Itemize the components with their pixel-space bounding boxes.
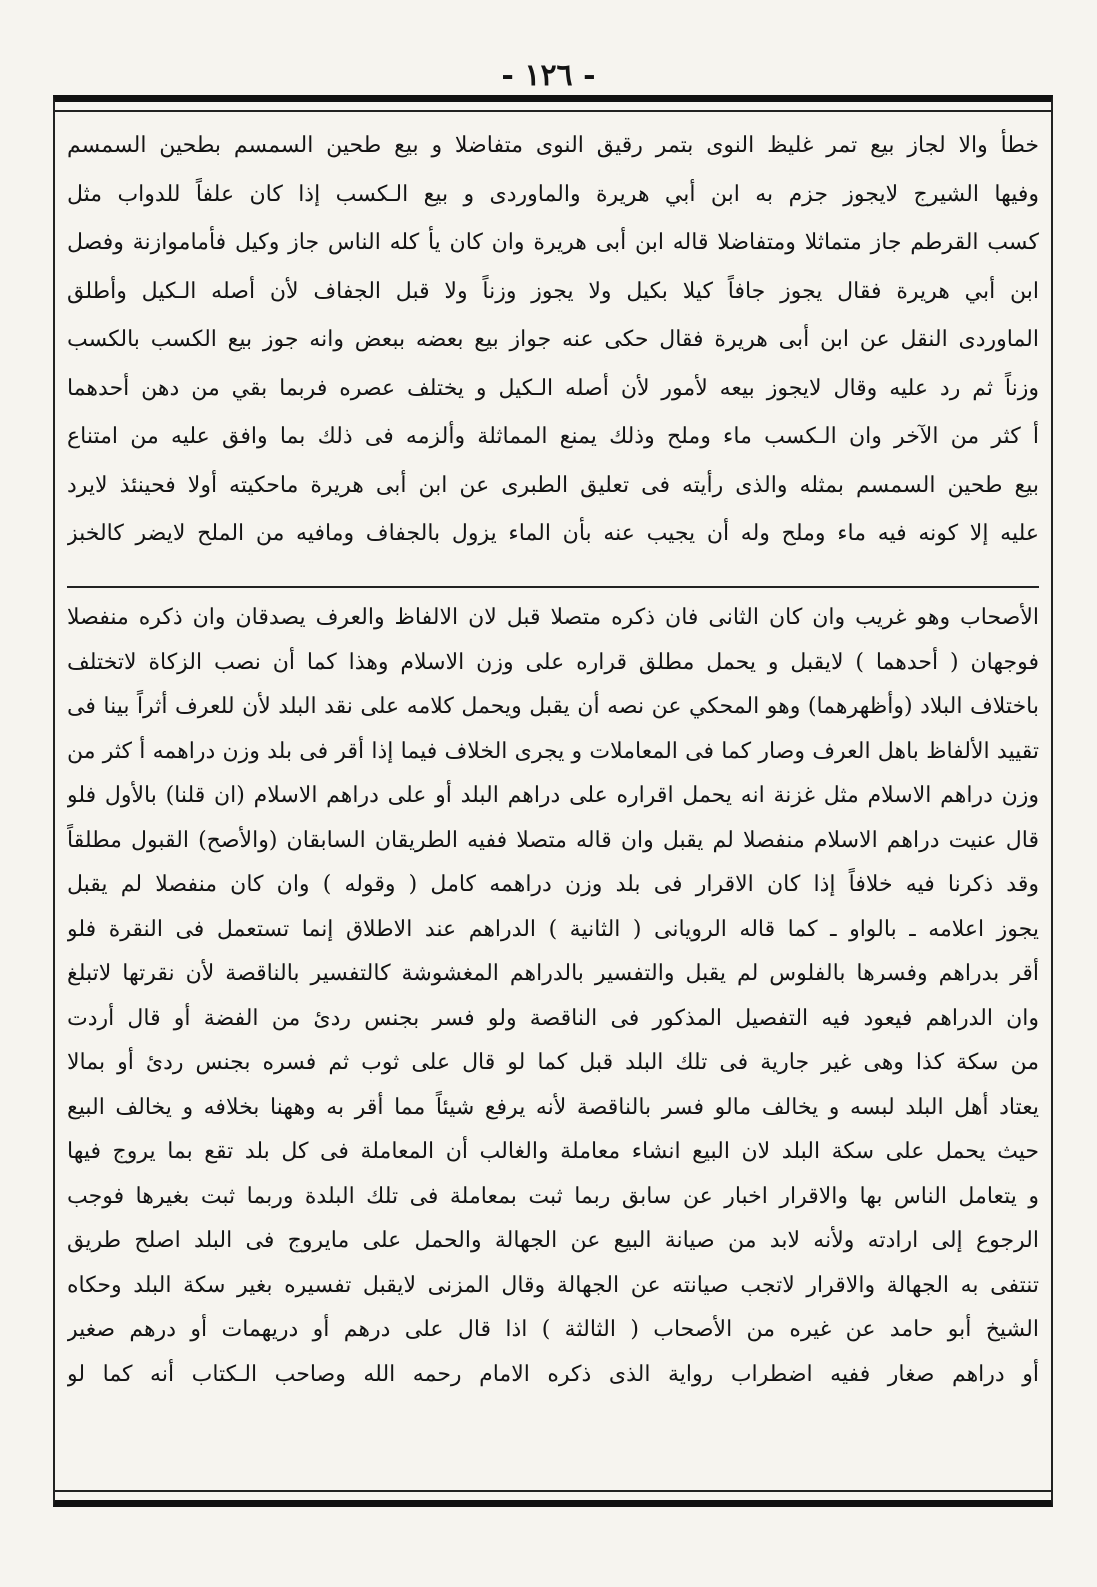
upper-text-line: الماوردى النقل عن ابن أبى هريرة فقال حكى عنه جواز بيع بعضه ببعض وانه جوز بيع الكسب بالكسب [67,327,1039,352]
upper-text-block [67,122,1039,580]
upper-text-line: خطأ والا لجاز بيع تمر غليظ النوى بتمر رقيق النوى متفاضلا و بيع طحين السمسم بطحين السمسم [67,133,1039,158]
lower-text-block [67,596,1039,1492]
upper-text-line: عليه إلا كونه فيه ماء وملح وله أن يجيب عنه بأن الماء يزول بالجفاف ومافيه من الملح لايضر كالخبز [67,521,1039,546]
lower-text-line: تقييد الألفاظ باهل العرف وصار كما فى المعاملات و يجرى الخلاف فيما إذا أقر فى بلد وزن دراهمه أ كثر من [67,738,1039,764]
lower-text-line: من سكة كذا وهى غير جارية فى تلك البلد قبل كما لو قال على ثوب ثم فسره بجنس ردئ أو بمالا [67,1050,1039,1075]
page-number: - ١٢٦ - [501,58,596,93]
lower-text-line: الأصحاب وهو غريب وان كان الثانى فان ذكره متصلا قبل لان الالفاظ والعرف يصدقان وان ذكره منفصلا [67,605,1039,630]
upper-text-line: ابن أبي هريرة فقال يجوز جافاً كيلا بكيل ولا يجوز وزناً ولا قبل الجفاف لأن أصله الـكيل وأطلق [67,278,1039,304]
lower-text-line: وزن دراهم الاسلام مثل غزنة انه يحمل اقراره على دراهم البلد أو على دراهم الاسلام (ان قلنا) بالأول فلو [67,783,1039,808]
lower-text-line: وان الدراهم فيعود فيه التفصيل المذكور فى الناقصة ولو فسر بجنس ردئ من الفضة أو قال أردت [67,1005,1039,1031]
text-frame [53,95,1053,1507]
lower-text-line: و يتعامل الناس بها والاقرار اخبار عن سابق ربما ثبت بمعاملة فى تلك البلدة وربما ثبت بغيرها فوجب [67,1183,1039,1209]
lower-text-line: باختلاف البلاد (وأظهرهما) وهو المحكي عن نصه أن يقبل ويحمل كلامه على نقد البلد لأن للعرف أثراً بينا فى [67,694,1039,719]
upper-text-line: بيع طحين السمسم بمثله والذى رأيته فى تعليق الطبرى عن ابن أبى هريرة ماحكيته أولا فحينئذ لايرد [67,472,1039,498]
lower-text-line: فوجهان ( أحدهما ) لايقبل و يحمل مطلق قراره على وزن الاسلام وهذا كما أن نصب الزكاة لاتختلف [67,649,1039,675]
upper-text-line: كسب القرطم جاز متماثلا ومتفاضلا قاله ابن أبى هريرة وان كان يأ كله الناس جاز وكيل فأماموازنة وفصل [67,230,1039,255]
upper-text-line: أ كثر من الآخر وان الـكسب ماء وملح وذلك يمنع المماثلة وألزمه فى ذلك بما وافق عليه من امتناع [67,424,1039,449]
lower-text-line: يجوز اعلامه ـ بالواو ـ كما قاله الرويانى ( الثانية ) الدراهم عند الاطلاق إنما تستعمل فى النقرة فلو [67,916,1039,942]
lower-text-line: أقر بدراهم وفسرها بالفلوس لم يقبل والتفسير بالدراهم المغشوشة كالتفسير بالناقصة لأن نقرتها لاتبلغ [67,961,1039,986]
lower-text-line: وقد ذكرنا فيه خلافاً إذا كان الاقرار فى بلد وزن دراهمه كامل ( وقوله ) وان كان منفصلا لم يقبل [67,872,1039,897]
upper-text-line: وزناً ثم رد عليه وقال لايجوز بيعه لأمور لأن أصله الـكيل و يختلف عصره فربما بقي من دهن أحدهما [67,375,1039,401]
lower-text-line: تنتفى به الجهالة والاقرار لاتجب صيانته عن الجهالة وقال المزنى لايقبل تفسيره بغير سكة البلد وحكاه [67,1272,1039,1298]
upper-text-line: وفيها الشيرج لايجوز جزم به ابن أبي هريرة والماوردى و بيع الـكسب إذا كان علفاً للدواب مثل [67,181,1039,207]
lower-text-line: يعتاد أهل البلد لبسه و يخالف مالو فسر بالناقصة لأنه يرفع شيئاً مما أقر به وههنا بخلافه و يخالف البيع [67,1094,1039,1120]
lower-text-line: الشيخ أبو حامد عن غيره من الأصحاب ( الثالثة ) اذا قال على درهم أو دريهمات أو درهم صغير [67,1317,1039,1342]
lower-text-line: حيث يحمل على سكة البلد لان البيع انشاء معاملة والغالب أن المعاملة فى كل بلد تقع بما يروج فيها [67,1139,1039,1164]
lower-text-line: قال عنيت دراهم الاسلام منفصلا لم يقبل وان قاله متصلا ففيه الطريقان السابقان (والأصح) القبول مطلقاً [67,827,1039,853]
lower-text-line: أو دراهم صغار ففيه اضطراب رواية الذى ذكره الامام رحمه الله وصاحب الـكتاب أنه كما لو [67,1361,1039,1387]
section-divider [67,586,1039,588]
lower-text-line: الرجوع إلى ارادته ولأنه لابد من صيانة البيع عن الجهالة والحمل على مايروج فى البلد اصلح طريق [67,1228,1039,1253]
